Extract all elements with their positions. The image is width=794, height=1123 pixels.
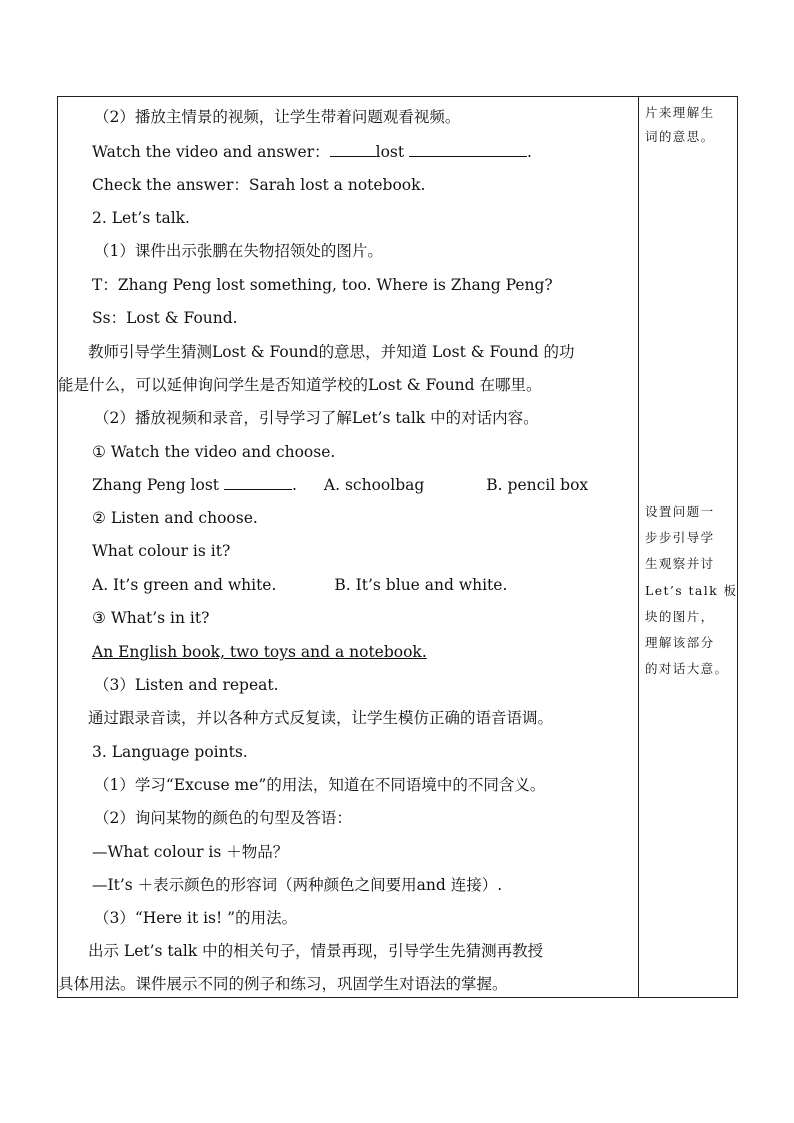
exercise-heading: ① Watch the video and choose. <box>92 443 336 461</box>
step-text: 教师引导学生猜测Lost & Found的意思，并知道 Lost & Found 的功 <box>88 343 575 361</box>
dialogue-line: —What colour is ＋物品？ <box>92 843 289 861</box>
step-text: （2）播放主情景的视频，让学生带着问题观看视频。 <box>94 108 461 126</box>
step-text: 能是什么，可以延伸询问学生是否知道学校的Lost & Found 在哪里。 <box>58 376 542 394</box>
exercise-line: Zhang Peng lost . A. schoolbag B. pencil box <box>92 476 589 494</box>
step-text: 出示 Let’s talk 中的相关句子，情景再现，引导学生先猜测再教授 <box>88 942 544 960</box>
answer-blank <box>409 142 527 157</box>
section-heading: 2. Let’s talk. <box>92 209 190 227</box>
step-text: （3）“Here it is! ”的用法。 <box>94 909 298 927</box>
exercise-line: A. It’s green and white. B. It’s blue and white. <box>92 576 508 594</box>
exercise-heading: ③ What’s in it? <box>92 609 210 627</box>
step-text: （2）询问某物的颜色的句型及答语： <box>94 809 352 827</box>
step-text: （1）课件出示张鹏在失物招领处的图片。 <box>94 242 383 260</box>
teaching-steps-column <box>58 97 638 997</box>
column-divider <box>638 97 639 997</box>
section-heading: 3. Language points. <box>92 743 248 761</box>
step-text: Watch the video and answer： lost . <box>92 143 532 161</box>
step-text: （2）播放视频和录音，引导学习了解Let’s talk 中的对话内容。 <box>94 409 539 427</box>
design-note-top: 片来理解生 词的意思。 <box>645 105 715 144</box>
step-text: 通过跟录音读，并以各种方式反复读，让学生模仿正确的语音语调。 <box>88 709 554 727</box>
design-note-middle: 设置问题一 步步引导学 生观察并讨 Let’s talk 板 块的图片， 理解该部分 的对话大意。 <box>645 504 738 677</box>
step-text: 具体用法。课件展示不同的例子和练习，巩固学生对语法的掌握。 <box>58 975 508 993</box>
step-text: （3）Listen and repeat. <box>94 676 279 694</box>
dialogue-line: —It’s ＋表示颜色的形容词（两种颜色之间要用and 连接）. <box>92 876 503 894</box>
answer-blank <box>224 475 292 490</box>
step-text: （1）学习“Excuse me”的用法，知道在不同语境中的不同含义。 <box>94 776 546 794</box>
step-text: Check the answer：Sarah lost a notebook. <box>92 176 426 194</box>
exercise-heading: ② Listen and choose. <box>92 509 258 527</box>
lesson-table <box>57 96 738 998</box>
answer-blank <box>330 142 376 157</box>
dialogue-line: Ss：Lost & Found. <box>92 309 238 327</box>
dialogue-line: T：Zhang Peng lost something, too. Where is Zhang Peng? <box>92 276 553 294</box>
exercise-answer: An English book, two toys and a notebook. <box>92 643 427 661</box>
exercise-line: What colour is it? <box>92 542 231 560</box>
